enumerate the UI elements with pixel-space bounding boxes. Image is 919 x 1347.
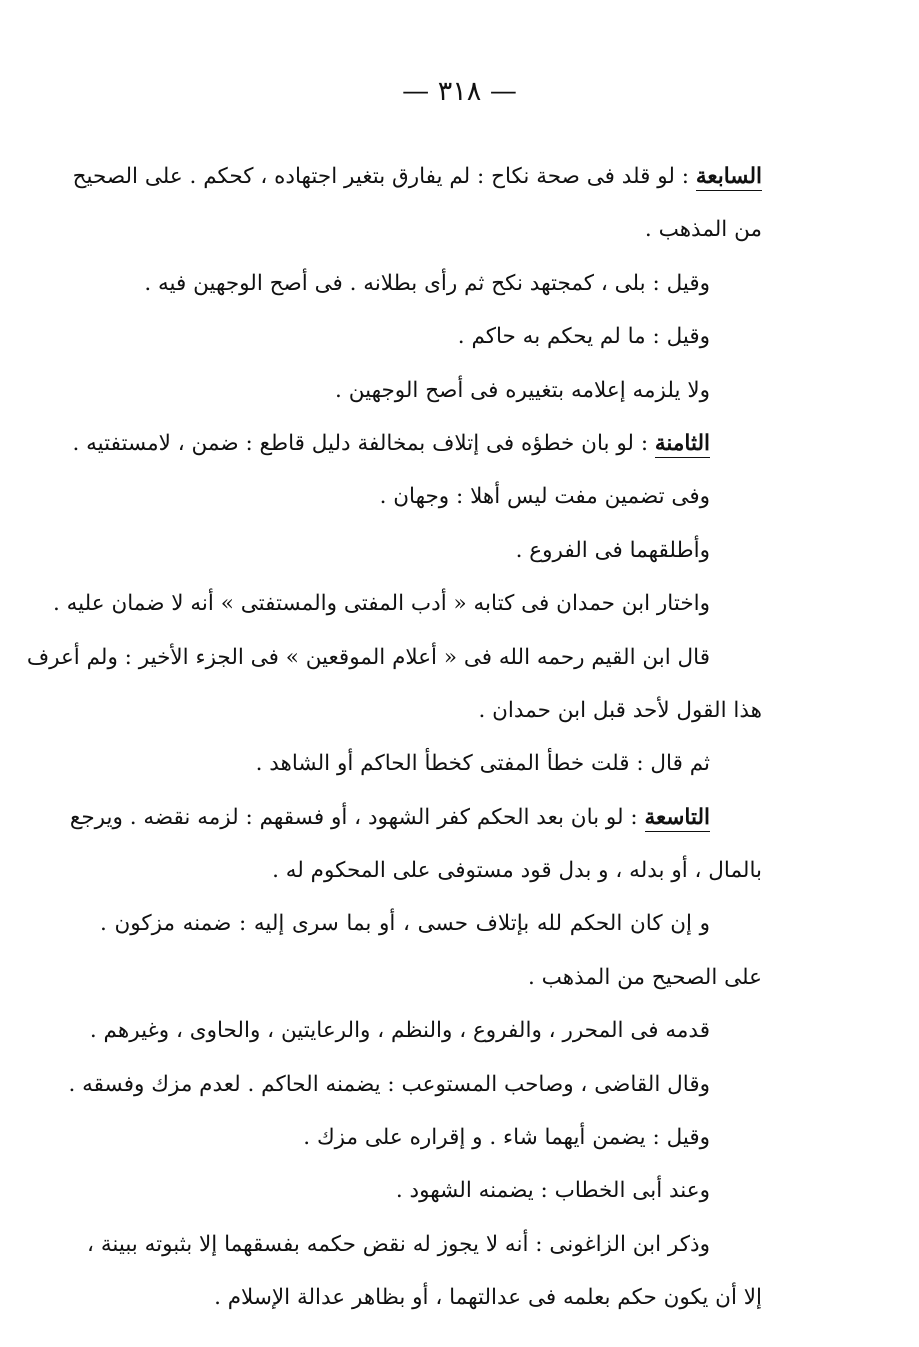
line-text: : لو بان بعد الحكم كفر الشهود ، أو فسقهم : لزمه نقضه . ويرجع (69, 804, 638, 830)
text-line (100, 364, 762, 417)
text-line (100, 257, 762, 310)
line-text: وذكر ابن الزاغونى : أنه لا يجوز له نقض حكمه بفسقهما إلا بثبوته ببينة ، (87, 1231, 710, 1257)
section-label: الثامنة (654, 430, 710, 456)
text-line (68, 1058, 762, 1111)
line-text: : لو قلد فى صحة نكاح : لم يفارق بتغير اجتهاده ، كحكم . على الصحيح (72, 164, 690, 189)
line-text: وقيل : بلى ، كمجتهد نكح ثم رأى بطلانه . فى أصح الوجهين فيه . (144, 270, 710, 296)
section-label: السابعة (695, 164, 762, 189)
text-line (100, 897, 762, 950)
text-line (100, 524, 762, 577)
section-label: التاسعة (644, 804, 710, 830)
line-text: وعند أبى الخطاب : يضمنه الشهود . (395, 1178, 710, 1204)
line-text: من المذهب . (644, 217, 762, 243)
text-line (100, 684, 762, 737)
line-text: هذا القول لأحد قبل ابن حمدان . (478, 697, 762, 723)
text-line (87, 1218, 762, 1271)
line-text: ثم قال : قلت خطأ المفتى كخطأ الحاكم أو الشاهد . (255, 751, 710, 777)
line-text: بالمال ، أو بدله ، و بدل قود مستوفى على المحكوم له . (272, 858, 762, 884)
line-text: ولا يلزمه إعلامه بتغييره فى أصح الوجهين . (335, 377, 710, 403)
line-text: : لو بان خطؤه فى إتلاف بمخالفة دليل قاطع : ضمن ، لامستفتيه . (72, 430, 649, 456)
line-text: على الصحيح من المذهب . (527, 964, 762, 990)
line-text: قدمه فى المحرر ، والفروع ، والنظم ، والرعايتين ، والحاوى ، وغيرهم . (89, 1018, 710, 1044)
text-line (52, 577, 762, 630)
text-line (72, 150, 762, 203)
line-text: وقيل : يضمن أيهما شاء . و إقراره على مزك . (303, 1125, 710, 1151)
text-line (100, 844, 762, 897)
text-line (100, 470, 762, 523)
text-line (100, 1111, 762, 1164)
text-line (100, 951, 762, 1004)
text-line (100, 1164, 762, 1217)
body-text (26, 150, 762, 1325)
text-line (100, 737, 762, 790)
line-text: وأطلقهما فى الفروع . (515, 537, 710, 563)
text-line (26, 631, 762, 684)
text-line (72, 417, 762, 470)
text-line (100, 1271, 762, 1324)
line-text: إلا أن يكون حكم بعلمه فى عدالتهما ، أو بظاهر عدالة الإسلام . (214, 1285, 762, 1311)
text-line (69, 791, 762, 844)
line-text: وفى تضمين مفت ليس أهلا : وجهان . (379, 484, 710, 510)
line-text: واختار ابن حمدان فى كتابه « أدب المفتى والمستفتى » أنه لا ضمان عليه . (52, 591, 710, 617)
text-line (89, 1004, 762, 1057)
line-text: وقيل : ما لم يحكم به حاكم . (457, 324, 710, 350)
line-text: وقال القاضى ، وصاحب المستوعب : يضمنه الحاكم . لعدم مزك وفسقه . (68, 1071, 710, 1097)
text-line (100, 310, 762, 363)
line-text: قال ابن القيم رحمه الله فى « أعلام الموقعين » فى الجزء الأخير : ولم أعرف (26, 644, 710, 670)
line-text: و إن كان الحكم لله بإتلاف حسى ، أو بما سرى إليه : ضمنه مزكون . (100, 911, 710, 937)
text-line (100, 203, 762, 256)
page-number: — ٣١٨ — (402, 76, 517, 107)
